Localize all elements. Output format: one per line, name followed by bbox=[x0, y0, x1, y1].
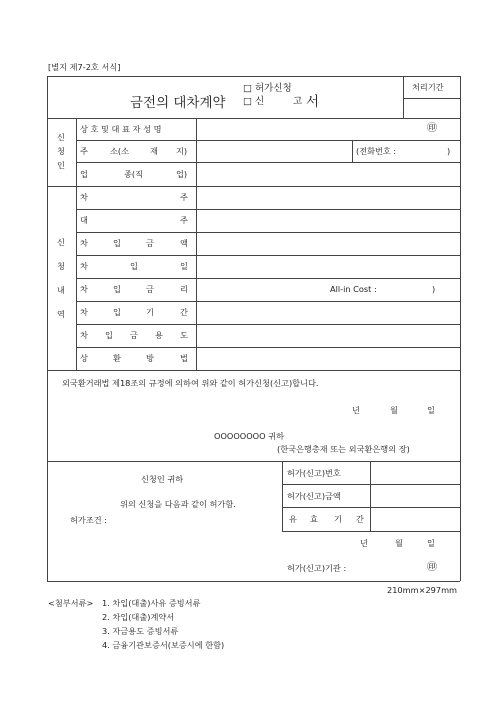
address-label-3: 재 bbox=[150, 146, 158, 156]
approval-label-divider bbox=[370, 461, 371, 531]
amount-label-2: 입 bbox=[113, 238, 121, 248]
date-label-3: 일 bbox=[180, 261, 188, 271]
address-label-2: 소(소 bbox=[110, 146, 130, 156]
approval-day: 일 bbox=[427, 538, 435, 548]
row-line bbox=[76, 162, 460, 163]
to-applicant: 신청인 귀하 bbox=[141, 474, 184, 484]
attachments-label: <첨부서류> bbox=[48, 598, 94, 608]
amount-label-1: 차 bbox=[80, 238, 88, 248]
applicant-label-3: 인 bbox=[57, 160, 65, 170]
amount-label-4: 액 bbox=[180, 238, 188, 248]
purpose-label-2: 입 bbox=[105, 330, 113, 340]
date-label-2: 입 bbox=[130, 261, 138, 271]
attachment-item: 4. 금융기관보증서(보증시에 한함) bbox=[102, 640, 225, 650]
purpose-label-3: 금 bbox=[130, 330, 138, 340]
debtor-label-1: 차 bbox=[80, 192, 88, 202]
conditions-label: 허가조건 : bbox=[70, 515, 107, 525]
row-line bbox=[76, 324, 460, 325]
paper-size: 210mm×297mm bbox=[387, 585, 458, 595]
repayment-label-2: 환 bbox=[113, 353, 121, 363]
address-label-4: 지) bbox=[176, 146, 188, 156]
repayment-label-4: 법 bbox=[180, 353, 188, 363]
repayment-label-1: 상 bbox=[80, 353, 88, 363]
debtor-label-2: 주 bbox=[180, 192, 188, 202]
table-border-bottom bbox=[47, 581, 460, 582]
addressee: OOOOOOOO 귀하 bbox=[214, 431, 284, 441]
details-label-4: 역 bbox=[57, 309, 65, 319]
allin-cost-label: All-in Cost : bbox=[330, 284, 377, 294]
row-line bbox=[76, 232, 460, 233]
row-line bbox=[76, 140, 460, 141]
row-line bbox=[76, 278, 460, 279]
declaration-month: 월 bbox=[390, 405, 398, 415]
option-permit: □ 허가신청 bbox=[243, 83, 292, 94]
validity-label-2: 효 bbox=[310, 514, 318, 524]
processing-period-label: 처리기간 bbox=[412, 82, 444, 92]
term-label-4: 간 bbox=[180, 307, 188, 317]
name-label: 상 호 및 대 표 자 성 명 bbox=[80, 124, 162, 134]
row-line bbox=[282, 507, 460, 508]
occupation-label-2: 종(직 bbox=[124, 169, 144, 179]
applicant-label-2: 청 bbox=[57, 146, 65, 156]
approval-divider bbox=[282, 461, 283, 531]
row-line bbox=[76, 347, 460, 348]
repayment-label-3: 방 bbox=[146, 353, 154, 363]
term-label-3: 기 bbox=[146, 307, 154, 317]
rate-label-1: 차 bbox=[80, 284, 88, 294]
declaration-year: 년 bbox=[352, 405, 360, 415]
details-label-2: 청 bbox=[57, 261, 65, 271]
row-line bbox=[76, 209, 460, 210]
section-divider bbox=[47, 461, 460, 462]
applicant-seal-mark: ㊞ bbox=[427, 123, 437, 134]
validity-label-4: 간 bbox=[356, 514, 364, 524]
rate-label-3: 금 bbox=[146, 284, 154, 294]
approval-text: 위의 신청을 다음과 같이 허가함. bbox=[120, 499, 236, 509]
applicant-label-1: 신 bbox=[57, 132, 65, 142]
title-row-bottom bbox=[47, 118, 460, 119]
occupation-label-1: 업 bbox=[80, 169, 88, 179]
declaration-text: 외국환거래법 제18조의 규정에 의하여 위와 같이 허가신청(신고)합니다. bbox=[62, 378, 319, 388]
applicant-label-divider bbox=[196, 118, 197, 186]
purpose-label-5: 도 bbox=[180, 330, 188, 340]
table-border-right bbox=[460, 76, 461, 581]
table-border-left bbox=[47, 76, 48, 581]
purpose-label-1: 차 bbox=[80, 330, 88, 340]
allin-cost-close: ) bbox=[432, 284, 436, 294]
title-suffix: 서 bbox=[306, 94, 320, 110]
section-divider bbox=[47, 370, 460, 371]
processing-box-line bbox=[403, 98, 460, 99]
section-label-divider bbox=[76, 118, 77, 370]
authority-label: 허가(신고)기관 : bbox=[287, 563, 347, 573]
row-line bbox=[282, 531, 460, 532]
details-label-3: 내 bbox=[57, 285, 65, 295]
row-line bbox=[76, 255, 460, 256]
form-title: 금전의 대차계약 bbox=[130, 95, 226, 111]
addressee-note: (한국은행총재 또는 외국환은행의 장) bbox=[277, 444, 410, 454]
purpose-label-4: 용 bbox=[155, 330, 163, 340]
lender-label-2: 주 bbox=[180, 215, 188, 225]
validity-label-3: 기 bbox=[334, 514, 342, 524]
authority-seal-mark: ㊞ bbox=[427, 562, 437, 573]
approval-month: 월 bbox=[395, 538, 403, 548]
attachment-item: 1. 차입(대출)사유 증빙서류 bbox=[102, 598, 201, 608]
permit-number-label: 허가(신고)번호 bbox=[287, 468, 341, 478]
processing-box-divider bbox=[403, 76, 404, 118]
address-label-1: 주 bbox=[80, 146, 88, 156]
validity-label-1: 유 bbox=[289, 514, 297, 524]
row-line bbox=[282, 484, 460, 485]
row-line bbox=[76, 301, 460, 302]
amount-label-3: 금 bbox=[146, 238, 154, 248]
declaration-day: 일 bbox=[427, 405, 435, 415]
date-label-1: 차 bbox=[80, 261, 88, 271]
permit-amount-label: 허가(신고)금액 bbox=[287, 491, 341, 501]
phone-divider bbox=[352, 140, 353, 162]
phone-close: ) bbox=[447, 146, 451, 156]
occupation-label-3: 업) bbox=[176, 169, 188, 179]
attachment-item: 2. 차입(대출)계약서 bbox=[102, 612, 175, 622]
phone-label: (전화번호 : bbox=[356, 146, 397, 156]
lender-label-1: 대 bbox=[80, 215, 88, 225]
table-border-top bbox=[47, 76, 460, 77]
option-report-prefix: □ 신 bbox=[243, 96, 265, 107]
option-report-mid: 고 bbox=[293, 96, 303, 107]
rate-label-4: 리 bbox=[180, 284, 188, 294]
term-label-2: 입 bbox=[113, 307, 121, 317]
rate-label-2: 입 bbox=[113, 284, 121, 294]
attachment-item: 3. 자금용도 증빙서류 bbox=[102, 626, 179, 636]
approval-year: 년 bbox=[360, 538, 368, 548]
term-label-1: 차 bbox=[80, 307, 88, 317]
form-number: [별지 제7-2호 서식] bbox=[48, 62, 121, 72]
details-label-1: 신 bbox=[57, 237, 65, 247]
section-divider bbox=[47, 186, 460, 187]
